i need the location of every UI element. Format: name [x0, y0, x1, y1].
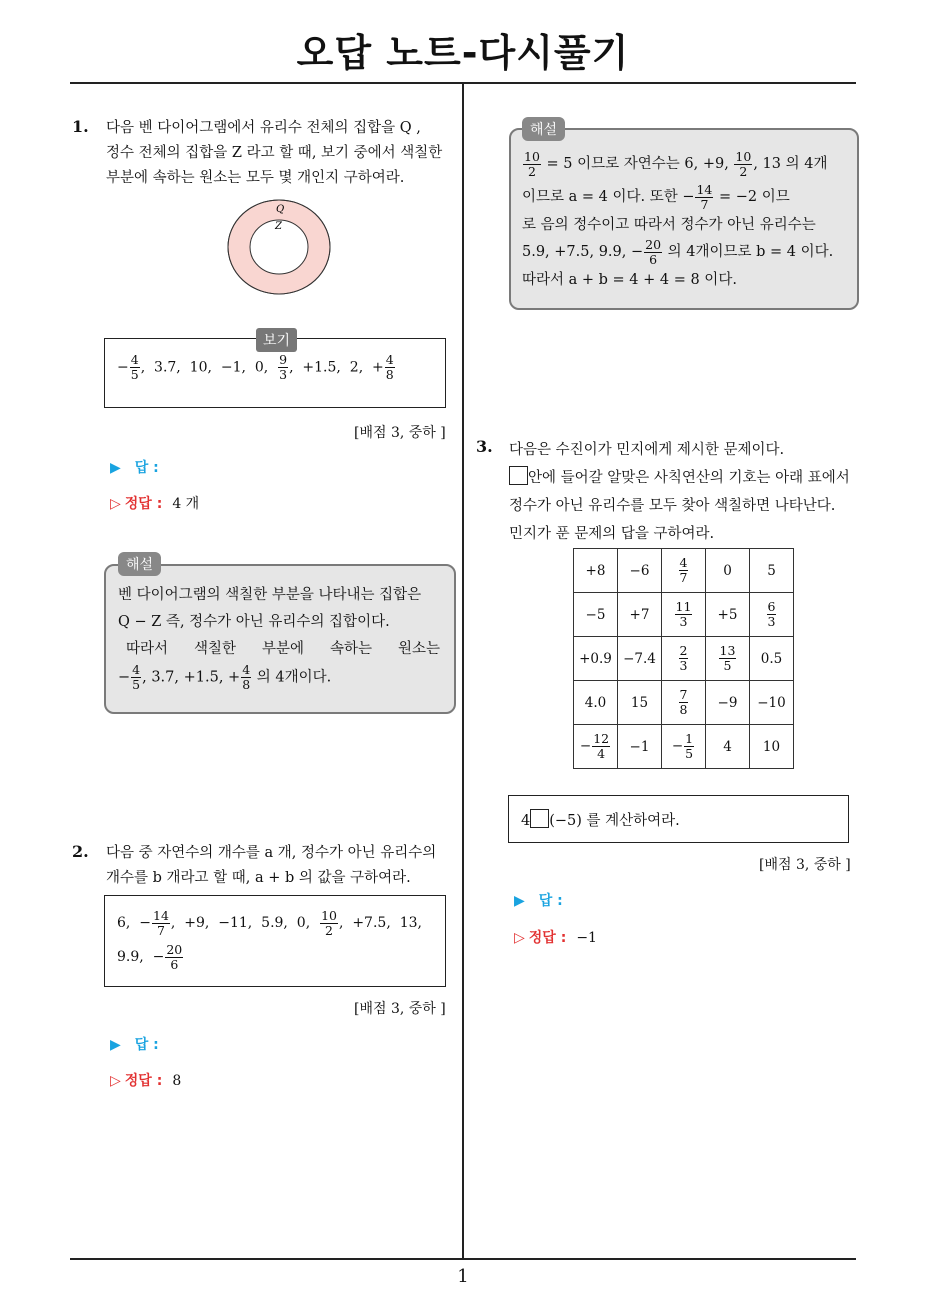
q2-sol-line-2: 이므로 a = 4 이다. 또한 − $\frac{14}{7}$ = −2 이므	[522, 181, 790, 212]
q3-line-1: 다음은 수진이가 민지에게 제시한 문제이다.	[509, 442, 785, 458]
q1-sol-line-1: 벤 다이어그램의 색칠한 부분을 나타내는 집합은	[118, 587, 422, 603]
q2-sol-line-5: 따라서 a + b = 4 + 4 = 8 이다.	[522, 272, 737, 288]
grid-cell: +5	[706, 593, 750, 637]
grid-cell: 10	[750, 725, 794, 769]
grid-cell: −9	[706, 681, 750, 725]
venn-diagram	[222, 196, 336, 302]
q2-correct-row: ▷ 정답 : 8	[110, 1073, 182, 1089]
q2-item-box	[104, 895, 446, 987]
q2-sol-line-3: 로 음의 정수이고 따라서 정수가 아닌 유리수는	[522, 217, 816, 233]
grid-row	[574, 549, 794, 593]
outline-arrow-icon: ▷	[110, 1073, 121, 1089]
q1-item-d: −1,	[220, 359, 246, 376]
grid-cell: −5	[574, 593, 618, 637]
q3-score: [배점 3, 중하 ]	[759, 857, 851, 873]
page-number: 1	[457, 1266, 469, 1287]
grid-cell: $\frac{7}{8}$	[662, 681, 706, 725]
blank-box	[509, 466, 528, 485]
q1-sol-line-2: Q − Z 즉, 정수가 아닌 유리수의 집합이다.	[118, 614, 390, 630]
grid-cell: 4.0	[574, 681, 618, 725]
grid-cell: 0.5	[750, 637, 794, 681]
grid-cell: 0	[706, 549, 750, 593]
q1-item-b: 3.7,	[154, 359, 181, 376]
q2-number: 2.	[72, 842, 89, 861]
q1-sol-line-3: 따라서 색칠한 부분에 속하는 원소는	[126, 641, 440, 657]
q1-item-frac-i: $\frac{4}{8}$	[385, 352, 394, 382]
grid-cell: $\frac{11}{3}$	[662, 593, 706, 637]
grid-cell: 4	[706, 725, 750, 769]
grid-row	[574, 637, 794, 681]
grid-cell: $\frac{13}{5}$	[706, 637, 750, 681]
outline-arrow-icon: ▷	[110, 496, 121, 512]
q2-text	[106, 841, 456, 891]
grid-cell: −10	[750, 681, 794, 725]
grid-row	[574, 725, 794, 769]
grid-row	[574, 593, 794, 637]
q1-item-frac-a: $\frac{4}{5}$	[130, 352, 139, 382]
play-arrow-icon: ▶	[110, 1037, 121, 1053]
q3-number: 3.	[476, 437, 493, 456]
q1-correct-row	[110, 493, 199, 513]
q3-number-grid	[573, 548, 794, 769]
venn-label-q: Q	[276, 204, 285, 215]
q1-item-e: 0,	[254, 359, 269, 376]
q2-score: [배점 3, 중하 ]	[354, 1001, 446, 1017]
bottom-rule	[70, 1258, 856, 1260]
q3-text	[509, 436, 859, 548]
q2-line-1: 다음 중 자연수의 개수를 a 개, 정수가 아닌 유리수의	[106, 845, 437, 861]
page-title: 오답 노트-다시풀기	[296, 31, 630, 75]
q1-correct-label: 정답 :	[124, 496, 163, 512]
q1-item-h: 2,	[349, 359, 364, 376]
grid-cell: 15	[618, 681, 662, 725]
q1-line-1: 다음 벤 다이어그램에서 유리수 전체의 집합을 Q ,	[106, 120, 421, 136]
grid-cell: −1	[618, 725, 662, 769]
grid-cell: − $\frac{12}{4}$	[574, 725, 618, 769]
outline-arrow-icon: ▷	[514, 930, 525, 946]
q2-sol-line-4: 5.9, +7.5, 9.9, − $\frac{20}{6}$ 의 4개이므로 b = 4 이다.	[522, 236, 834, 267]
q2-solution-label: 해설	[522, 117, 565, 141]
q1-answer-row[interactable]	[110, 457, 159, 477]
q2-line-2: 개수를 b 개라고 할 때, a + b 의 값을 구하여라.	[106, 870, 411, 886]
q1-item-g: +1.5,	[302, 359, 341, 376]
q2-solution-text	[522, 148, 848, 291]
q1-solution-text	[118, 582, 440, 692]
grid-cell: +7	[618, 593, 662, 637]
q1-solution-label: 해설	[118, 552, 161, 576]
grid-cell: $\frac{6}{3}$	[750, 593, 794, 637]
grid-cell: −7.4	[618, 637, 662, 681]
q1-item-c: 10,	[189, 359, 212, 376]
q3-expression: 4 (−5) 를 계산하여라.	[521, 809, 680, 830]
q1-example-items: − $\frac{4}{5}$ , 3.7, 10, −1, 0, $\frac{9}{3}$ , +1.5, 2, + $\frac{4}{8}$	[117, 352, 394, 382]
grid-cell: +8	[574, 549, 618, 593]
q1-correct-value: 4 개	[172, 496, 200, 512]
blank-box	[530, 809, 549, 828]
q3-line-3: 정수가 아닌 유리수를 모두 찾아 색칠하면 나타난다.	[509, 498, 836, 514]
q1-number: 1.	[72, 117, 89, 136]
grid-cell: 5	[750, 549, 794, 593]
grid-row	[574, 681, 794, 725]
grid-cell: +0.9	[574, 637, 618, 681]
q1-text	[106, 116, 456, 191]
q2-sol-line-1: $\frac{10}{2}$ = 5 이므로 자연수는 6, +9, $\frac{10}{2}$ , 13 의 4개	[524, 148, 828, 179]
q3-line-4: 민지가 푼 문제의 답을 구하여라.	[509, 526, 715, 542]
q1-line-2: 정수 전체의 집합을 Z 라고 할 때, 보기 중에서 색칠한	[106, 145, 443, 161]
grid-cell: $\frac{2}{3}$	[662, 637, 706, 681]
q3-line-2: 안에 들어갈 알맞은 사칙연산의 기호는 아래 표에서	[509, 464, 859, 492]
q1-score: [배점 3, 중하 ]	[354, 425, 446, 441]
q3-expression-box	[508, 795, 849, 843]
play-arrow-icon: ▶	[514, 893, 525, 909]
q1-answer-label: 답 :	[134, 460, 159, 476]
q1-example-label: 보기	[256, 328, 297, 352]
grid-cell: −6	[618, 549, 662, 593]
play-arrow-icon: ▶	[110, 460, 121, 476]
grid-cell: − $\frac{1}{5}$	[662, 725, 706, 769]
grid-cell: $\frac{4}{7}$	[662, 549, 706, 593]
q2-items: 6, − $\frac{14}{7}$ , +9, −11, 5.9, 0, $\frac{10}{2}$ , +7.5, 13, 9.9, − $\frac{20}{6}$	[117, 907, 422, 972]
q1-line-3: 부분에 속하는 원소는 모두 몇 개인지 구하여라.	[106, 170, 405, 186]
q3-answer-row[interactable]: ▶ 답 :	[514, 893, 563, 909]
q3-correct-row: ▷ 정답 : −1	[514, 930, 597, 946]
q2-answer-row[interactable]: ▶ 답 :	[110, 1037, 159, 1053]
venn-label-z: Z	[275, 221, 282, 232]
column-divider	[462, 84, 464, 1260]
q1-sol-line-4: − $\frac{4}{5}$ , 3.7, +1.5, + $\frac{4}{8}$ 의 4개이다.	[118, 662, 332, 692]
q1-item-frac-f: $\frac{9}{3}$	[279, 352, 288, 382]
